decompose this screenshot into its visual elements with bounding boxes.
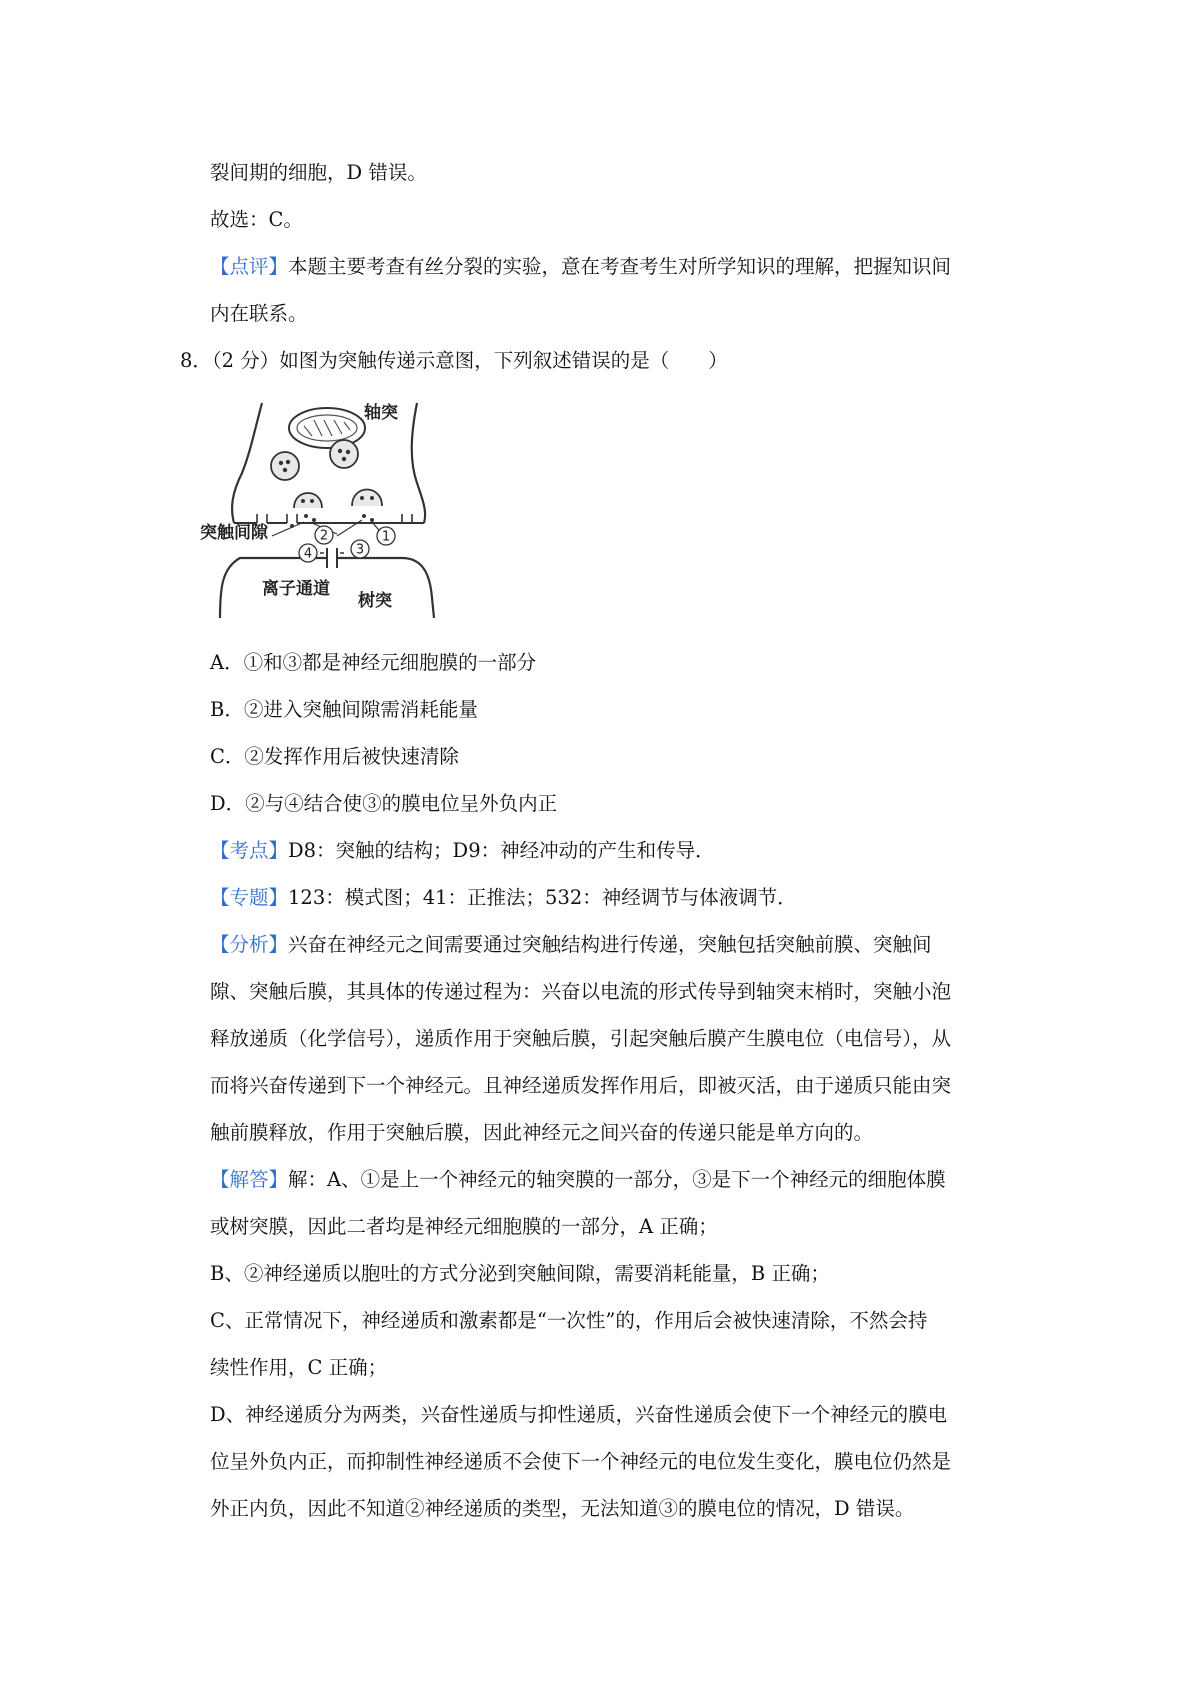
kaodian-text: D8：突触的结构；D9：神经冲动的产生和传导． [288, 839, 715, 862]
analysis-line: 触前膜释放，作用于突触后膜，因此神经元之间兴奋的传递只能是单方向的。 [210, 1121, 874, 1144]
analysis-text: 兴奋在神经元之间需要通过突触结构进行传递，突触包括突触前膜、突触间 [288, 933, 932, 956]
option-d: D．②与④结合使③的膜电位呈外负内正 [210, 792, 558, 815]
zhuanti-text: 123：模式图；41：正推法；532：神经调节与体液调节． [288, 886, 797, 909]
label-4: 4 [303, 546, 313, 562]
analysis-line: 释放递质（化学信号），递质作用于突触后膜，引起突触后膜产生膜电位（电信号），从 [210, 1027, 952, 1050]
zhuanti-line [210, 883, 797, 913]
solution-tag: 【解答】 [210, 1168, 289, 1191]
label-2: 2 [319, 528, 329, 544]
zhuanti-tag: 【专题】 [210, 886, 289, 909]
solution-line: D、神经递质分为两类，兴奋性递质与抑性递质，兴奋性递质会使下一个神经元的膜电 [210, 1403, 948, 1426]
kaodian-line [210, 836, 715, 866]
solution-line: 续性作用，C 正确； [210, 1356, 388, 1379]
solution-line: 位呈外负内正，而抑制性神经递质不会使下一个神经元的电位发生变化，膜电位仍然是 [210, 1450, 952, 1473]
label-dendrite: 树突 [358, 591, 392, 611]
solution-line: 或树突膜，因此二者均是神经元细胞膜的一部分，A 正确； [210, 1215, 718, 1238]
solution-line: C、正常情况下，神经递质和激素都是“一次性”的，作用后会被快速清除，不然会持 [210, 1309, 928, 1332]
text-line: 裂间期的细胞，D 错误。 [210, 161, 427, 184]
kaodian-tag: 【考点】 [210, 839, 289, 862]
analysis-line: 而将兴奋传递到下一个神经元。且神经递质发挥作用后，即被灭活，由于递质只能由突 [210, 1074, 952, 1097]
solution-text: 解：A、①是上一个神经元的轴突膜的一部分，③是下一个神经元的细胞体膜 [288, 1168, 946, 1191]
analysis-line: 隙、突触后膜，其具体的传递过程为：兴奋以电流的形式传导到轴突末梢时，突触小泡 [210, 980, 952, 1003]
review-line [210, 252, 951, 282]
review-text: 本题主要考查有丝分裂的实验，意在考查考生对所学知识的理解，把握知识间 [288, 255, 952, 278]
label-synaptic-cleft: 突触间隙 [200, 523, 268, 543]
label-1: 1 [381, 529, 391, 545]
synapse-diagram [200, 398, 452, 618]
synapse-svg [200, 398, 452, 618]
label-3: 3 [355, 542, 365, 558]
review-tag: 【点评】 [210, 255, 289, 278]
solution-line [210, 1165, 946, 1195]
question-stem: 8．（2 分）如图为突触传递示意图，下列叙述错误的是（ ） [180, 349, 728, 372]
solution-line: 外正内负，因此不知道②神经递质的类型，无法知道③的膜电位的情况，D 错误。 [210, 1497, 915, 1520]
analysis-tag: 【分析】 [210, 933, 289, 956]
answer-line: 故选：C。 [210, 208, 303, 231]
label-axon: 轴突 [364, 403, 398, 423]
option-c: C．②发挥作用后被快速清除 [210, 745, 459, 768]
option-a: A．①和③都是神经元细胞膜的一部分 [210, 651, 537, 674]
text-line: 内在联系。 [210, 302, 308, 325]
option-b: B．②进入突触间隙需消耗能量 [210, 698, 478, 721]
solution-line: B、②神经递质以胞吐的方式分泌到突触间隙，需要消耗能量，B 正确； [210, 1262, 830, 1285]
label-ion-channel: 离子通道 [262, 579, 330, 599]
analysis-line [210, 930, 932, 960]
